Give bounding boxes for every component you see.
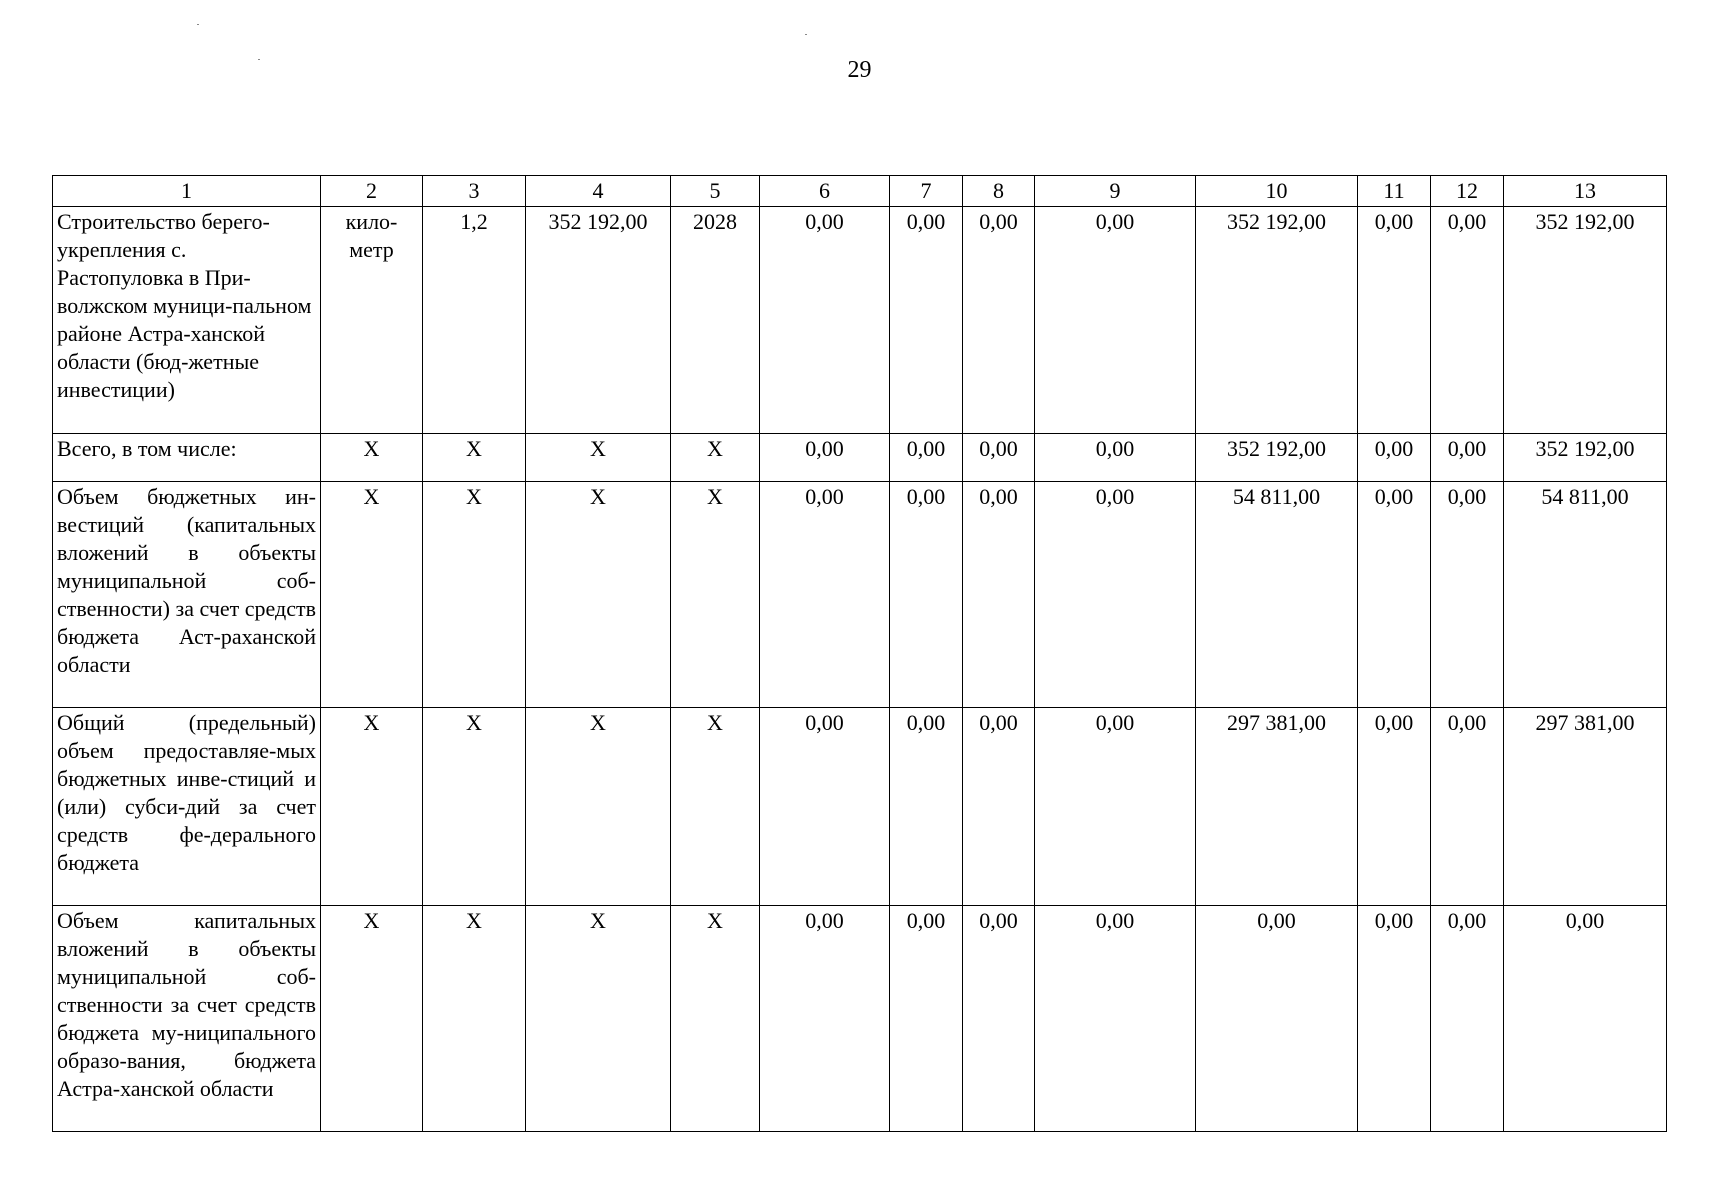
cell-col7: 0,00 <box>890 434 963 482</box>
header-cell-6: 6 <box>760 176 890 207</box>
row-label: Строительство берего-укрепления с. Растопуловка в При-волжском муници-пальном районе Астра-ханской области (бюд-жетные инвестиции) <box>53 207 321 434</box>
table-row-construction <box>53 207 1667 434</box>
cell-col8: 0,00 <box>963 708 1035 906</box>
header-cell-9: 9 <box>1035 176 1196 207</box>
scan-speck <box>197 24 199 25</box>
header-cell-1: 1 <box>53 176 321 207</box>
cell-col10: 54 811,00 <box>1196 482 1358 708</box>
cell-year: Х <box>671 708 760 906</box>
page-number: 29 <box>847 57 872 83</box>
cell-unit: Х <box>321 434 423 482</box>
table-row-regional-budget <box>53 482 1667 708</box>
header-cell-7: 7 <box>890 176 963 207</box>
cell-year: Х <box>671 482 760 708</box>
cell-col8: 0,00 <box>963 482 1035 708</box>
cell-unit: Х <box>321 708 423 906</box>
header-cell-13: 13 <box>1504 176 1667 207</box>
header-cell-5: 5 <box>671 176 760 207</box>
header-cell-8: 8 <box>963 176 1035 207</box>
cell-col7: 0,00 <box>890 207 963 434</box>
cell-quantity: Х <box>423 906 526 1132</box>
cell-cost: Х <box>526 434 671 482</box>
table-row-municipal-budget <box>53 906 1667 1132</box>
cell-unit: кило-метр <box>321 207 423 434</box>
cell-col6: 0,00 <box>760 207 890 434</box>
cell-year: 2028 <box>671 207 760 434</box>
cell-col7: 0,00 <box>890 482 963 708</box>
cell-col13: 0,00 <box>1504 906 1667 1132</box>
cell-col6: 0,00 <box>760 434 890 482</box>
cell-col12: 0,00 <box>1431 906 1504 1132</box>
cell-col9: 0,00 <box>1035 708 1196 906</box>
row-label: Объем бюджетных ин-вестиций (капитальных вложений в объекты муниципальной соб-ственности) за счет средств бюджета Аст-раханской области <box>53 482 321 708</box>
table-row-total <box>53 434 1667 482</box>
cell-year: Х <box>671 434 760 482</box>
cell-cost: Х <box>526 906 671 1132</box>
cell-col8: 0,00 <box>963 207 1035 434</box>
scan-speck <box>805 34 807 35</box>
cell-quantity: Х <box>423 434 526 482</box>
cell-cost: Х <box>526 708 671 906</box>
cell-col8: 0,00 <box>963 906 1035 1132</box>
cell-quantity: 1,2 <box>423 207 526 434</box>
cell-col12: 0,00 <box>1431 482 1504 708</box>
cell-col6: 0,00 <box>760 708 890 906</box>
cell-year: Х <box>671 906 760 1132</box>
cell-col13: 352 192,00 <box>1504 207 1667 434</box>
cell-col11: 0,00 <box>1358 482 1431 708</box>
cell-col9: 0,00 <box>1035 434 1196 482</box>
cell-col13: 297 381,00 <box>1504 708 1667 906</box>
cell-col6: 0,00 <box>760 906 890 1132</box>
cell-col11: 0,00 <box>1358 434 1431 482</box>
row-label: Всего, в том числе: <box>53 434 321 482</box>
cell-col9: 0,00 <box>1035 207 1196 434</box>
cell-col11: 0,00 <box>1358 906 1431 1132</box>
header-row <box>53 176 1667 207</box>
header-cell-3: 3 <box>423 176 526 207</box>
cell-col7: 0,00 <box>890 708 963 906</box>
cell-col12: 0,00 <box>1431 708 1504 906</box>
cell-col11: 0,00 <box>1358 708 1431 906</box>
cell-col13: 352 192,00 <box>1504 434 1667 482</box>
cell-col9: 0,00 <box>1035 482 1196 708</box>
cell-col10: 0,00 <box>1196 906 1358 1132</box>
cell-col10: 297 381,00 <box>1196 708 1358 906</box>
investment-table <box>52 175 1667 1132</box>
cell-col6: 0,00 <box>760 482 890 708</box>
header-cell-10: 10 <box>1196 176 1358 207</box>
cell-col10: 352 192,00 <box>1196 207 1358 434</box>
cell-unit: Х <box>321 482 423 708</box>
cell-col9: 0,00 <box>1035 906 1196 1132</box>
cell-col12: 0,00 <box>1431 434 1504 482</box>
cell-cost: Х <box>526 482 671 708</box>
row-label: Общий (предельный) объем предоставляе-мых бюджетных инве-стиций и (или) субси-дий за счет средств фе-дерального бюджета <box>53 708 321 906</box>
cell-col10: 352 192,00 <box>1196 434 1358 482</box>
cell-unit: Х <box>321 906 423 1132</box>
cell-col13: 54 811,00 <box>1504 482 1667 708</box>
row-label: Объем капитальных вложений в объекты муниципальной соб-ственности за счет средств бюджета му-ниципального образо-вания, бюджета Астра-ханской области <box>53 906 321 1132</box>
cell-col12: 0,00 <box>1431 207 1504 434</box>
header-cell-2: 2 <box>321 176 423 207</box>
table-row-federal-budget <box>53 708 1667 906</box>
cell-col7: 0,00 <box>890 906 963 1132</box>
cell-cost: 352 192,00 <box>526 207 671 434</box>
cell-quantity: Х <box>423 708 526 906</box>
cell-col11: 0,00 <box>1358 207 1431 434</box>
header-cell-4: 4 <box>526 176 671 207</box>
header-cell-12: 12 <box>1431 176 1504 207</box>
cell-col8: 0,00 <box>963 434 1035 482</box>
cell-quantity: Х <box>423 482 526 708</box>
header-cell-11: 11 <box>1358 176 1431 207</box>
